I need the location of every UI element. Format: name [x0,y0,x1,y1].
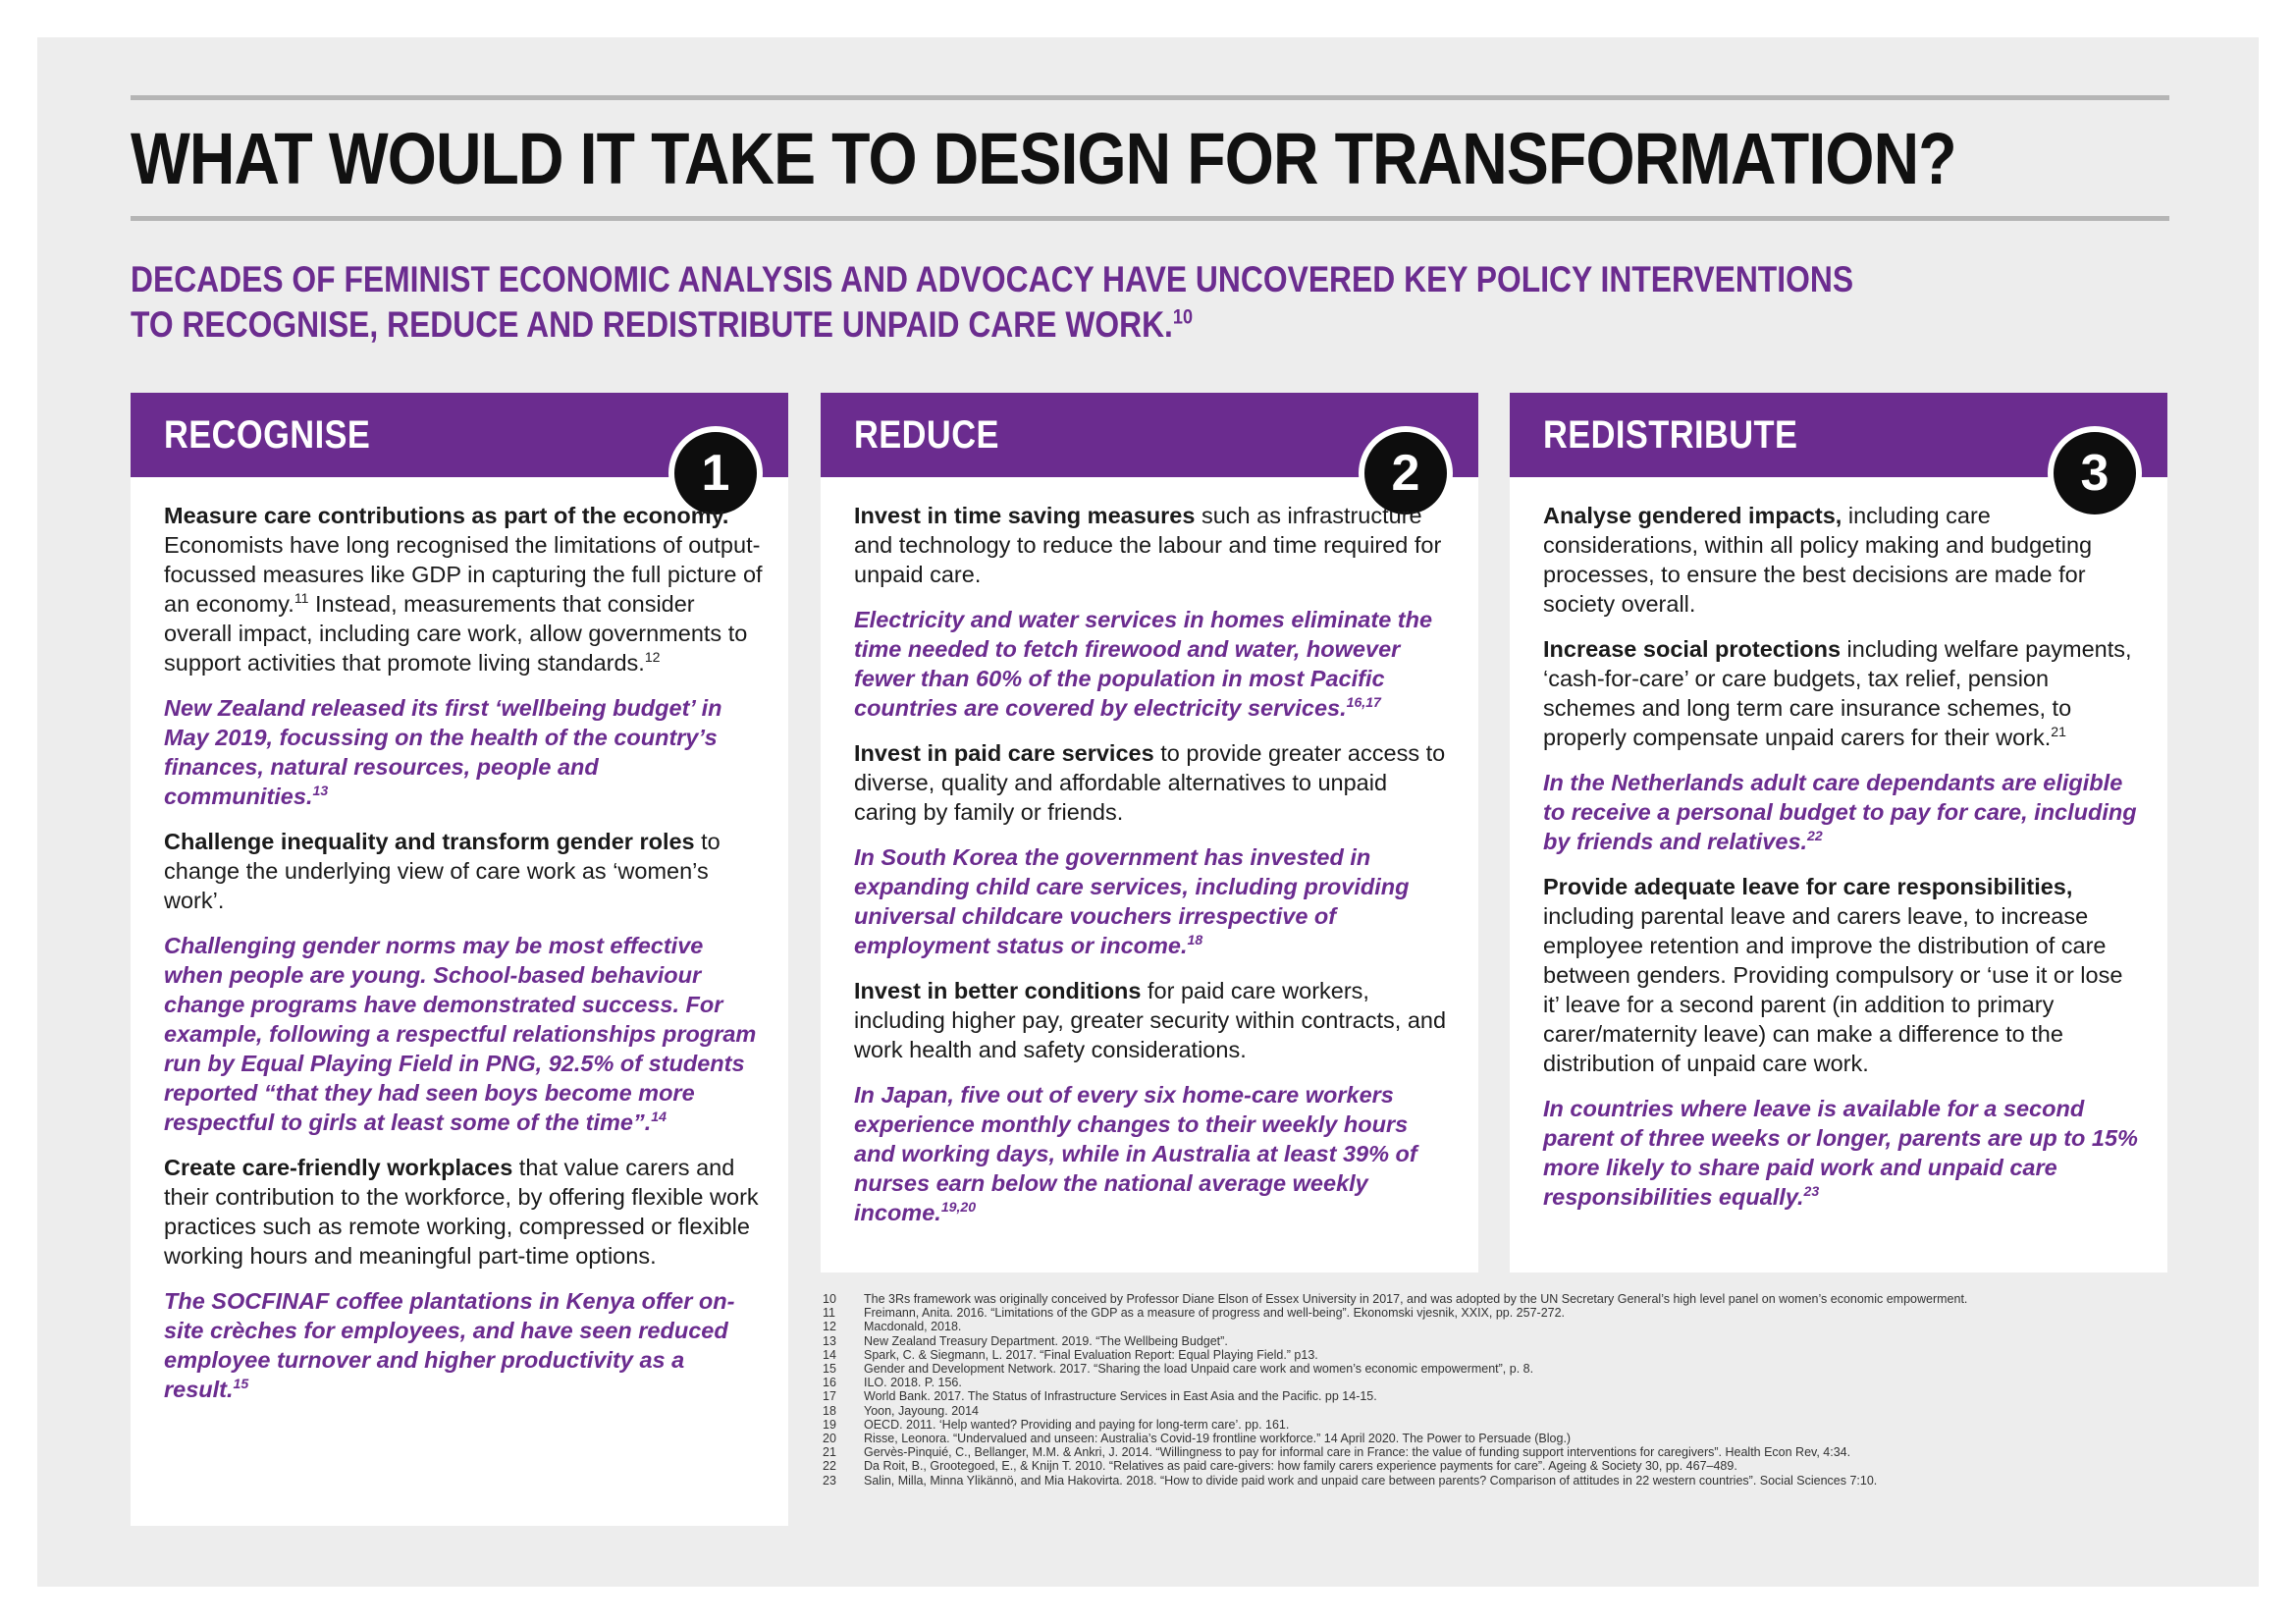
footnote: 20 Risse, Leonora. “Undervalued and unseen: Australia’s Covid-19 frontline workforce.” 14 April 2020. The Power to Persuade (Blog.) [823,1432,1572,1446]
recognise-measure-paragraph: Measure care contributions as part of the economy. Economists have long recognised the limitations of output-focussed measures like GDP in capturing the full picture of an economy.$^{11}$ Instead, measurements that consider overall impact, including care work, allow governments to support activities that promote living standards.$^{12}$ [164,503,763,676]
number-badge-2: 2 [1359,426,1453,520]
footnote: 15 Gender and Development Network. 2017. “Sharing the load Unpaid care work and women’s economic empowerment”, p. 8. [823,1362,1534,1377]
redistribute-social-protections-paragraph: Increase social protections including welfare payments, ‘cash-for-care’ or care budgets, tax relief, pension schemes and long term care insurance schemes, to properly compensate unpaid carers for their work.$^{21}$ [1543,636,2132,750]
recognise-heading: RECOGNISE [164,413,371,457]
footnote: 23 Salin, Milla, Minna Ylikännö, and Mia Hakovirta. 2018. “How to divide paid work and unpaid care between parents? Comparison of attitudes in 22 western countries”. Social Sciences 7:10. [823,1473,1878,1488]
footnotes [823,1292,2216,1488]
recognise-example-new-zealand: New Zealand released its first ‘wellbeing budget’ in May 2019, focussing on the health of the country’s finances, natural resources, people and communities.$^{13}$ [164,695,722,809]
recognise-workplaces-paragraph: Create care-friendly workplaces that value carers and their contribution to the workforce, by offering flexible work practices such as remote working, compressed or flexible working hours and meaningful part-time options. [164,1155,759,1269]
reduce-conditions-paragraph: Invest in better conditions for paid care workers, including higher pay, greater security within contracts, and work health and safety considerations. [854,978,1447,1062]
reduce-card [821,393,1478,1272]
subtitle-line-2: TO RECOGNISE, REDUCE AND REDISTRIBUTE UNPAID CARE WORK.$^{10}$ [131,304,1194,345]
redistribute-card [1510,393,2167,1272]
redistribute-heading: REDISTRIBUTE [1543,413,1798,457]
footnote: 18 Yoon, Jayoung. 2014 [823,1403,980,1418]
footnote: 13 New Zealand Treasury Department. 2019. “The Wellbeing Budget”. [823,1333,1228,1348]
reduce-example-pacific: Electricity and water services in homes eliminate the time needed to fetch firewood and water, however fewer than 60% of the population in most Pacific countries are covered by electricity services.$^{16,17}$ [854,607,1433,721]
reduce-paid-care-paragraph: Invest in paid care services to provide greater access to diverse, quality and affordable alternatives to unpaid caring by family or friends. [854,740,1446,825]
page-title: WHAT WOULD IT TAKE TO DESIGN FOR TRANSFORMATION? [131,118,1956,199]
reduce-time-saving-paragraph: Invest in time saving measures such as infrastructure and technology to reduce the labour and time required for unpaid care. [854,503,1442,587]
footnote: 11 Freimann, Anita. 2016. “Limitations of the GDP as a measure of progress and well-being”. Ekonomski vjesnik, XXIX, pp. 257-272. [823,1306,1566,1321]
recognise-gender-roles-paragraph: Challenge inequality and transform gender roles to change the underlying view of care work as ‘women’s work’. [164,829,721,913]
recognise-example-png: Challenging gender norms may be most effective when people are young. School-based behaviour change programs have demonstrated success. For example, following a respectful relationships program run by Equal Playing Field in PNG, 92.5% of students reported “that they had seen boys become more respectful to girls at least some of the time”.$^{14}$ [164,933,757,1135]
number-badge-3: 3 [2048,426,2142,520]
footnote: 17 World Bank. 2017. The Status of Infrastructure Services in East Asia and the Pacific. pp 14-15. [823,1389,1377,1404]
recognise-body [164,501,763,1420]
redistribute-example-leave: In countries where leave is available for a second parent of three weeks or longer, parents are up to 15% more likely to share paid work and unpaid care responsibilities equally.$^{23}$ [1543,1096,2138,1210]
number-badge-1: 1 [668,426,763,520]
reduce-example-south-korea: In South Korea the government has invested in expanding child care services, including providing universal childcare vouchers irrespective of employment status or income.$^{18}$ [854,844,1410,958]
redistribute-example-netherlands: In the Netherlands adult care dependants are eligible to receive a personal budget to pay for care, including by friends and relatives.$^{22}$ [1543,770,2137,854]
recognise-example-kenya: The SOCFINAF coffee plantations in Kenya offer on-site crèches for employees, and have seen reduced employee turnover and higher productivity as a result.$^{15}$ [164,1288,735,1402]
redistribute-body [1543,501,2142,1227]
footnote: 14 Spark, C. & Siegmann, L. 2017. “Final Evaluation Report: Equal Playing Field.” p13. [823,1347,1318,1362]
footnote: 16 ILO. 2018. P. 156. [823,1376,962,1390]
footnote: 22 Da Roit, B., Grootegoed, E., & Knijn T. 2010. “Relatives as paid care-givers: how family carers experience payments for care”. Ageing & Society 30, pp. 467–489. [823,1459,1737,1474]
subtitle-line-1: DECADES OF FEMINIST ECONOMIC ANALYSIS AND ADVOCACY HAVE UNCOVERED KEY POLICY INTERVENTIONS [131,259,1854,299]
reduce-heading: REDUCE [854,413,999,457]
redistribute-gendered-impacts-paragraph: Analyse gendered impacts, including care considerations, within all policy making and budgeting processes, to ensure the best decisions are made for society overall. [1543,503,2093,617]
page-subtitle [131,257,1853,348]
redistribute-leave-paragraph: Provide adequate leave for care responsibilities, including parental leave and carers leave, to increase employee retention and improve the distribution of care between genders. Providing compulsory or ‘use it or lose it’ leave for a second parent (in addition to primary carer/maternity leave) can make a difference to the distribution of unpaid care work. [1543,874,2123,1076]
footnote: 19 OECD. 2011. ‘Help wanted? Providing and paying for long-term care’. pp. 161. [823,1417,1290,1432]
recognise-card [131,393,788,1526]
footnote: 12 Macdonald, 2018. [823,1320,962,1334]
reduce-example-japan: In Japan, five out of every six home-care workers experience monthly changes to their weekly hours and working days, while in Australia at least 39% of nurses earn below the national average weekly income.$^{19,20}$ [854,1082,1417,1225]
footnote: 21 Gervès-Pinquié, C., Bellanger, M.M. & Ankri, J. 2014. “Willingness to pay for informal care in France: the value of funding support interventions for caregivers”. Health Econ Rev, 4:34. [823,1445,1851,1460]
footnote: 10 The 3Rs framework was originally conceived by Professor Diane Elson of Essex University in 2017, and was adopted by the UN Secretary General’s high level panel on women’s economic empowerment. [823,1292,1968,1306]
reduce-body [854,501,1453,1243]
title-underline [131,216,2169,221]
top-rule [131,95,2169,100]
subtitle-ref: 10 [1172,305,1194,329]
